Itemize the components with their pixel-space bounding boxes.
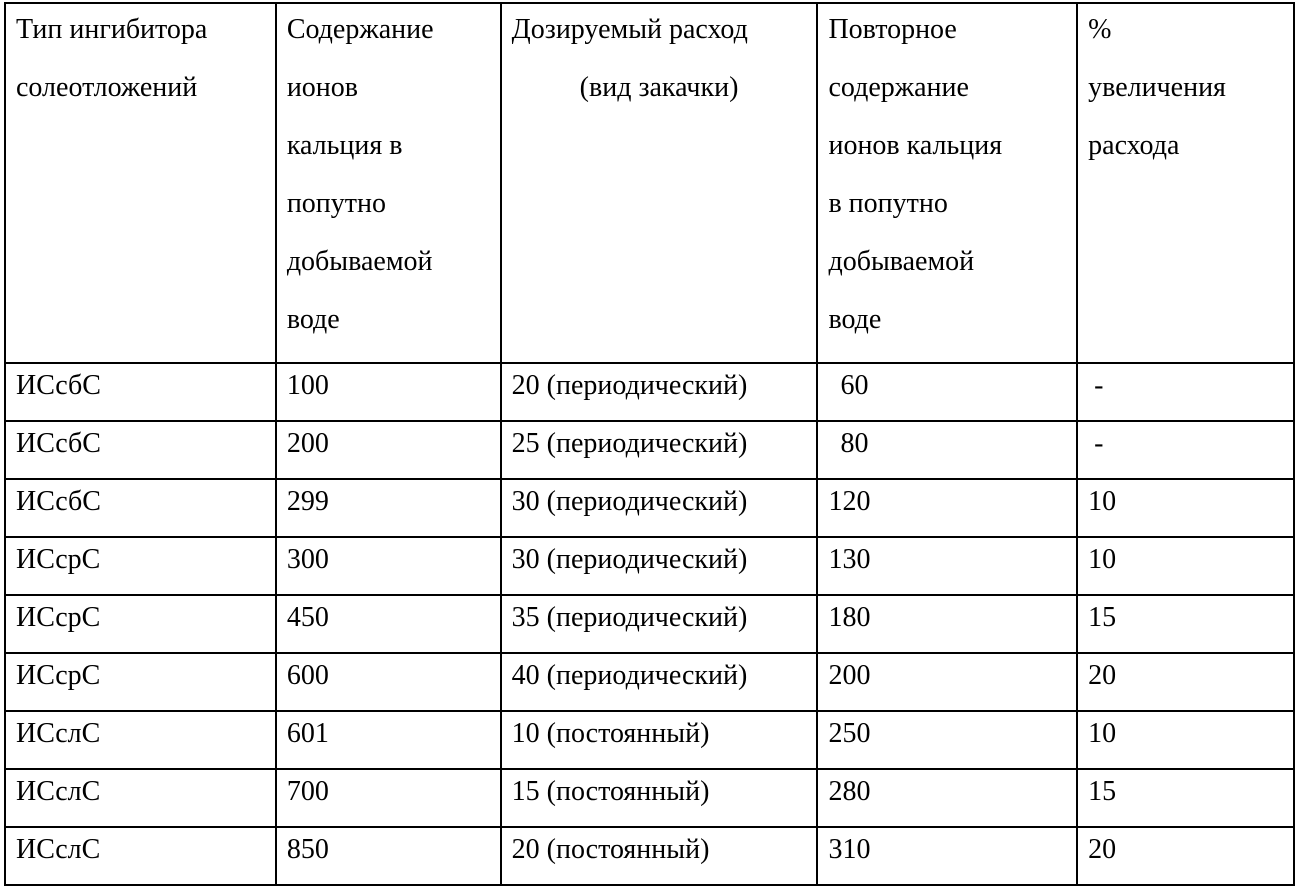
cell-inhibitor-type: ИСслС: [5, 711, 276, 769]
header-text: воде: [828, 304, 882, 335]
cell-percent-increase: 20: [1077, 653, 1294, 711]
header-text: добываемой: [286, 246, 433, 277]
cell-percent-increase: 10: [1077, 479, 1294, 537]
cell-calcium-content: 300: [276, 537, 501, 595]
cell-repeat-calcium: 130: [817, 537, 1077, 595]
cell-calcium-content: 850: [276, 827, 501, 885]
header-percent-increase: [1077, 3, 1294, 363]
cell-repeat-calcium: 250: [817, 711, 1077, 769]
cell-inhibitor-type: ИСсрС: [5, 653, 276, 711]
header-repeat-calcium: [817, 3, 1077, 363]
cell-repeat-calcium: 80: [817, 421, 1077, 479]
cell-inhibitor-type: ИСсбС: [5, 421, 276, 479]
cell-dosage: 40 (периодический): [501, 653, 818, 711]
cell-calcium-content: 100: [276, 363, 501, 421]
header-text: Повторное: [828, 14, 957, 45]
cell-percent-increase: 10: [1077, 537, 1294, 595]
cell-dosage: 20 (периодический): [501, 363, 818, 421]
cell-calcium-content: 600: [276, 653, 501, 711]
cell-repeat-calcium: 280: [817, 769, 1077, 827]
table-row: [5, 363, 1294, 421]
header-inhibitor-type: [5, 3, 276, 363]
table-row: [5, 421, 1294, 479]
cell-calcium-content: 299: [276, 479, 501, 537]
cell-inhibitor-type: ИСслС: [5, 827, 276, 885]
header-text: кальция в: [286, 130, 403, 161]
cell-percent-increase: 15: [1077, 595, 1294, 653]
header-text: %: [1088, 14, 1112, 45]
header-text: Тип ингибитора: [16, 14, 208, 45]
cell-inhibitor-type: ИСсбС: [5, 363, 276, 421]
cell-dosage: 30 (периодический): [501, 479, 818, 537]
cell-dosage: 10 (постоянный): [501, 711, 818, 769]
table-row: [5, 479, 1294, 537]
table-row: [5, 827, 1294, 885]
cell-inhibitor-type: ИСсрС: [5, 537, 276, 595]
cell-repeat-calcium: 200: [817, 653, 1077, 711]
header-text: воде: [286, 304, 340, 335]
cell-inhibitor-type: ИСслС: [5, 769, 276, 827]
cell-percent-increase: -: [1077, 363, 1294, 421]
header-text: ионов: [286, 72, 359, 103]
header-text: Содержание: [286, 14, 434, 45]
header-dosage: [501, 3, 818, 363]
header-text: добываемой: [828, 246, 975, 277]
header-text: в попутно: [828, 188, 948, 219]
cell-dosage: 35 (периодический): [501, 595, 818, 653]
cell-percent-increase: 15: [1077, 769, 1294, 827]
cell-repeat-calcium: 180: [817, 595, 1077, 653]
cell-calcium-content: 200: [276, 421, 501, 479]
header-calcium-content: [276, 3, 501, 363]
cell-repeat-calcium: 120: [817, 479, 1077, 537]
header-text: попутно: [286, 188, 387, 219]
header-text: Дозируемый расход: [511, 14, 748, 45]
data-table: [4, 2, 1295, 886]
header-text: ионов кальция: [828, 130, 1003, 161]
cell-dosage: 25 (периодический): [501, 421, 818, 479]
table-row: [5, 769, 1294, 827]
header-text: содержание: [828, 72, 969, 103]
header-text: солеотложений: [16, 72, 198, 103]
cell-inhibitor-type: ИСсрС: [5, 595, 276, 653]
cell-percent-increase: -: [1077, 421, 1294, 479]
table-row: [5, 653, 1294, 711]
table-container: [4, 2, 1295, 886]
table-header-row: [5, 3, 1294, 363]
table-row: [5, 595, 1294, 653]
table-row: [5, 711, 1294, 769]
cell-repeat-calcium: 60: [817, 363, 1077, 421]
cell-inhibitor-type: ИСсбС: [5, 479, 276, 537]
cell-repeat-calcium: 310: [817, 827, 1077, 885]
cell-calcium-content: 450: [276, 595, 501, 653]
header-text: (вид закачки): [579, 72, 739, 103]
cell-dosage: 20 (постоянный): [501, 827, 818, 885]
cell-dosage: 30 (периодический): [501, 537, 818, 595]
header-text: увеличения: [1088, 72, 1226, 103]
table-row: [5, 537, 1294, 595]
cell-percent-increase: 20: [1077, 827, 1294, 885]
cell-calcium-content: 700: [276, 769, 501, 827]
cell-calcium-content: 601: [276, 711, 501, 769]
header-text: расхода: [1088, 130, 1180, 161]
cell-dosage: 15 (постоянный): [501, 769, 818, 827]
cell-percent-increase: 10: [1077, 711, 1294, 769]
